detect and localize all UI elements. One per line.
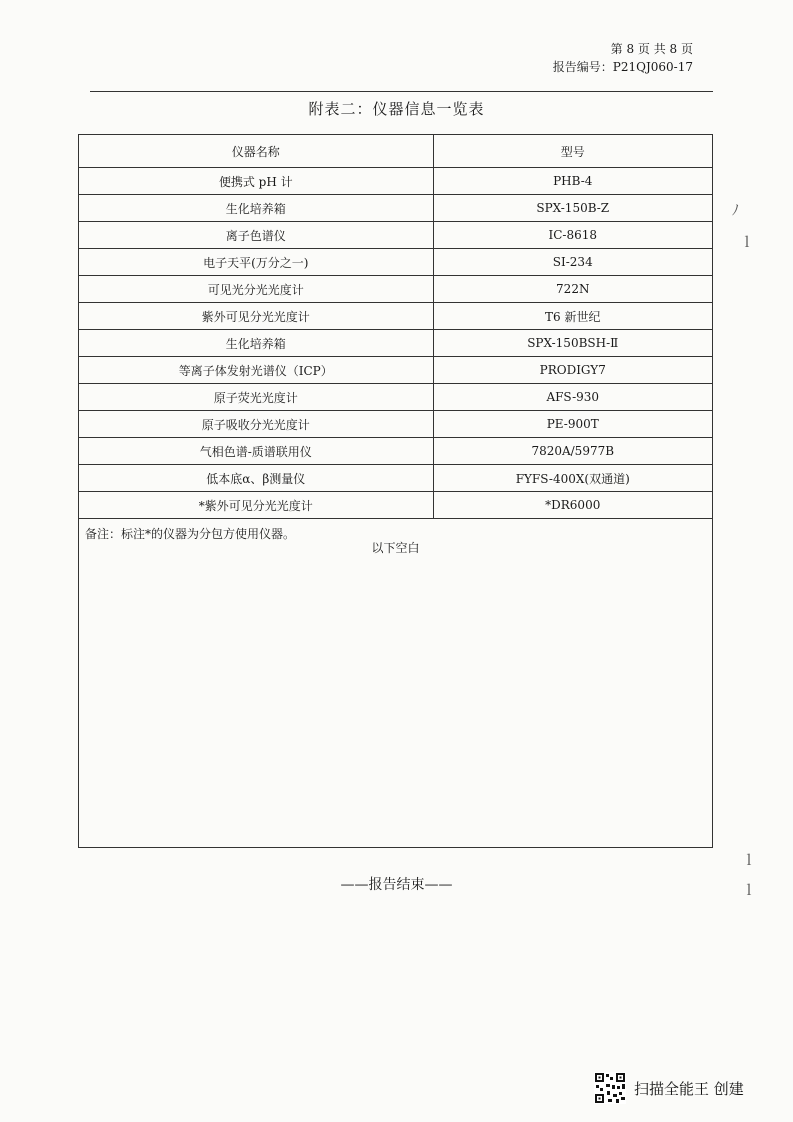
table-row [79,330,712,357]
instrument-name-cell: 气相色谱-质谱联用仪 [79,438,433,465]
table-row [79,249,712,276]
table-row [79,222,712,249]
instrument-name-cell: 等离子体发射光谱仪（ICP） [79,357,433,384]
table-row [79,357,712,384]
qr-code-icon [594,1072,626,1104]
report-end-note: ——报告结束—— [340,877,453,893]
model-cell: AFS-930 [433,384,712,411]
table-row [79,411,712,438]
column-header-instrument-name: 仪器名称 [79,135,433,168]
model-cell: PHB-4 [433,168,712,195]
table-row [79,465,712,492]
blank-below-note: 以下空白 [371,541,420,555]
instrument-name-cell: 低本底α、β测量仪 [79,465,433,492]
page-header-info [553,40,693,76]
table-row [79,195,712,222]
instrument-name-cell: 原子吸收分光光度计 [79,411,433,438]
instrument-name-cell: 生化培养箱 [79,330,433,357]
table-row [79,438,712,465]
table-row [79,384,712,411]
table-row [79,276,712,303]
table-header-row [79,135,712,168]
model-cell: 7820A/5977B [433,438,712,465]
instrument-table [79,135,712,519]
model-cell: SPX-150B-Z [433,195,712,222]
instrument-name-cell: *紫外可见分光光度计 [79,492,433,519]
table-row [79,168,712,195]
model-cell: T6 新世纪 [433,303,712,330]
model-cell: SI-234 [433,249,712,276]
model-cell: SPX-150BSH-Ⅱ [433,330,712,357]
page-number: 第 8 页 共 8 页 [610,42,693,56]
column-header-model: 型号 [433,135,712,168]
instrument-name-cell: 紫外可见分光光度计 [79,303,433,330]
instrument-table-frame [78,134,713,848]
table-row [79,303,712,330]
model-cell: 722N [433,276,712,303]
instrument-name-cell: 原子荧光光度计 [79,384,433,411]
model-cell: IC-8618 [433,222,712,249]
watermark-text: 扫描全能王 创建 [634,1079,744,1098]
instrument-name-cell: 离子色谱仪 [79,222,433,249]
appendix-title: 附表二：仪器信息一览表 [308,100,485,118]
model-cell: PRODIGY7 [433,357,712,384]
table-row [79,492,712,519]
model-cell: PE-900T [433,411,712,438]
model-cell: *DR6000 [433,492,712,519]
instrument-name-cell: 生化培养箱 [79,195,433,222]
model-cell: FYFS-400X(双通道) [433,465,712,492]
header-divider [90,91,713,92]
remark-note: 备注：标注*的仪器为分包方使用仪器。 [85,527,296,541]
instrument-name-cell: 电子天平(万分之一) [79,249,433,276]
scanner-watermark [594,1068,744,1108]
instrument-name-cell: 可见光分光光度计 [79,276,433,303]
report-number: 报告编号：P21QJ060-17 [552,60,693,74]
instrument-name-cell: 便携式 pH 计 [79,168,433,195]
